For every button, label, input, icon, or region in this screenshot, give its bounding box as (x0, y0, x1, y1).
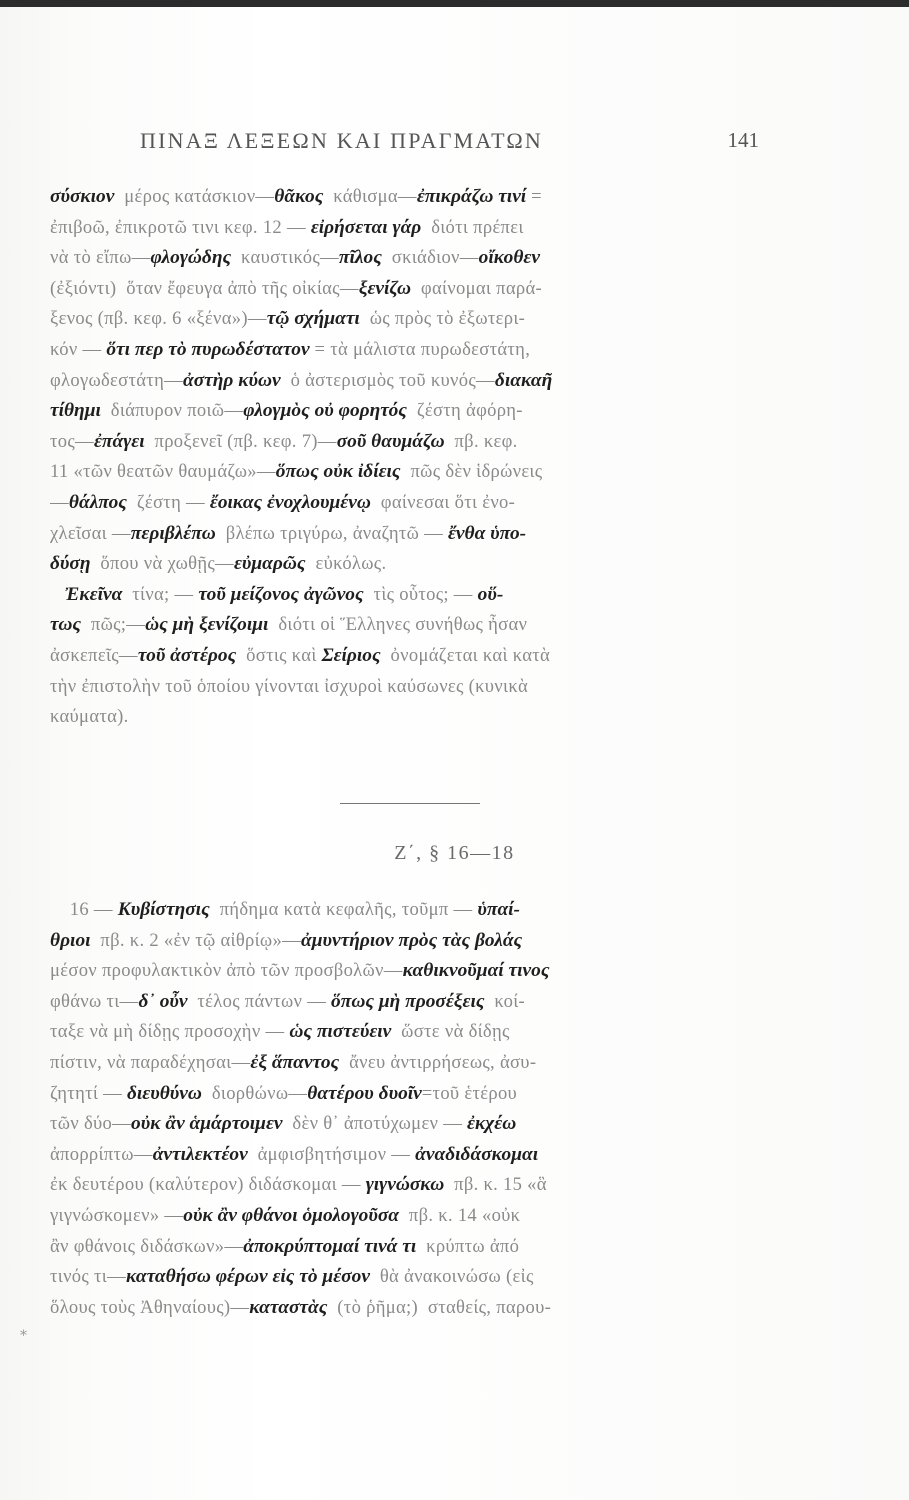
text-line (50, 672, 778, 703)
text-line (50, 610, 778, 641)
gloss-text: τὶς οὗτος; — (363, 583, 478, 605)
gloss-text: ἀσκεπεῖς— (50, 644, 138, 666)
gloss-text: φλογωδεστάτη— (50, 369, 183, 391)
gloss-text: πβ. κ. 2 «ἐν τῷ αἰθρίῳ»— (90, 929, 301, 951)
lemma-term: ἐξ ἅπαντος (250, 1051, 340, 1073)
gloss-text: καύματα). (50, 706, 129, 728)
gloss-text: δὲν θ᾿ ἀποτύχωμεν — (282, 1113, 468, 1135)
lemma-term: Ἐκεῖνα (50, 583, 123, 605)
text-line (50, 1140, 778, 1171)
gloss-text: διάπυρον ποιῶ— (100, 400, 244, 422)
text-line (50, 702, 778, 733)
lemma-term: ἀποκρύπτομαί τινά τι (243, 1235, 417, 1257)
text-line (50, 1017, 778, 1048)
gloss-text: πῶς δὲν ἱδρώνεις (400, 461, 543, 483)
gloss-text: φθάνω τι— (50, 990, 139, 1012)
text-line (50, 488, 778, 519)
text-line (50, 1262, 778, 1293)
gloss-text: πβ. κεφ. (444, 430, 518, 452)
lemma-term: καταστὰς (249, 1296, 328, 1318)
lemma-term: περιβλέπω (130, 522, 216, 544)
page-header (132, 128, 759, 162)
gloss-text: ὡς πρὸς τὸ ἐξωτερι- (359, 308, 526, 330)
lemma-term: τῷ σχήματι (266, 308, 360, 330)
text-line (50, 1293, 778, 1324)
gloss-text: ὥστε νὰ δίδῃς (391, 1021, 510, 1043)
text-line (50, 274, 778, 305)
lemma-term: ἀμυντήριον πρὸς τὰς βολάς (300, 929, 523, 951)
gloss-text: ἄνευ ἀντιρρήσεως, ἀσυ- (339, 1051, 537, 1073)
scan-top-edge (0, 0, 909, 7)
lemma-term: ὅπως μὴ προσέξεις (331, 990, 485, 1012)
gloss-text: ὀνομάζεται καὶ κατὰ (380, 644, 551, 666)
gloss-text: = τὰ μάλιστα πυρωδεστάτη, (309, 338, 531, 360)
gloss-text: ὅστις καὶ (236, 644, 322, 666)
lemma-term: οὕ- (477, 583, 504, 605)
lemma-term: διακαῆ (494, 369, 553, 391)
lemma-term: ὑπαί- (477, 899, 521, 920)
text-line (50, 1079, 778, 1110)
lemma-term: ὅπως οὐκ ἰδίεις (275, 461, 401, 483)
lemma-term: Κυβίστησις (117, 899, 210, 920)
gloss-text: φαίνεσαι ὅτι ἐνο- (370, 491, 516, 513)
gloss-text: θὰ ἀνακοινώσω (εἰς (369, 1266, 534, 1288)
text-line (50, 895, 778, 926)
lemma-term: οὐκ ἂν ἁμάρτοιμεν (131, 1113, 283, 1135)
gloss-text: πῶς;— (81, 614, 146, 636)
gloss-text: (ἐξιόντι) ὅταν ἔφευγα ἀπὸ τῆς οἰκίας— (50, 277, 359, 299)
text-line (50, 926, 778, 957)
gloss-text: ὅλους τοὺς Ἀθηναίους)— (50, 1296, 250, 1318)
gloss-text: καυστικός— (231, 247, 339, 269)
lemma-term: θριοι (50, 929, 91, 951)
text-line (50, 427, 778, 458)
lemma-term: σύσκιον (50, 186, 115, 207)
lemma-term: ἐκχέω (467, 1113, 517, 1135)
text-line (50, 304, 778, 335)
lemma-term: καταθήσω φέρων εἰς τὸ μέσον (125, 1266, 370, 1288)
text-line (50, 182, 778, 213)
gloss-text: χλεῖσαι — (50, 522, 131, 544)
gloss-text: κόν — (50, 338, 107, 360)
gloss-text: ἂν φθάνοις διδάσκων»— (50, 1235, 244, 1257)
lemma-term: ξενίζω (358, 277, 412, 299)
gloss-text: γιγνώσκομεν» — (50, 1204, 184, 1226)
lemma-term: τοῦ ἀστέρος (137, 644, 237, 666)
gloss-text: πβ. κ. 15 «ἃ (444, 1174, 547, 1196)
lemma-term: ἐπικράζω τινί (416, 186, 527, 207)
gloss-text: ὅπου νὰ χωθῇς— (90, 553, 234, 575)
text-line (50, 1201, 778, 1232)
gloss-text: ζητητί — (50, 1082, 127, 1104)
gloss-text: ξενος (πβ. κεφ. 6 «ξένα»)— (50, 308, 267, 330)
gloss-text: ἀμφισβητήσιμον — (247, 1143, 416, 1165)
lemma-term: δύσῃ (50, 553, 91, 575)
gloss-text: βλέπω τριγύρω, ἀναζητῶ — (215, 522, 448, 544)
gloss-text: — (50, 491, 69, 513)
text-line (50, 956, 778, 987)
gloss-text: διότι οἱ Ἕλληνες συνήθως ἦσαν (268, 614, 528, 636)
lemma-term: καθικνοῦμαί τινος (402, 960, 550, 982)
glossary-block-2 (50, 895, 778, 1323)
text-line (50, 1048, 778, 1079)
gloss-text: =τοῦ ἑτέρου (421, 1082, 518, 1104)
gloss-text: τέλος πάντων — (187, 990, 332, 1012)
gloss-text: τος— (50, 430, 94, 452)
lemma-term: τως (50, 614, 81, 636)
lemma-term: οἴκοθεν (478, 247, 540, 269)
gloss-text: τῶν δύο— (50, 1113, 132, 1135)
gloss-text: (τὸ ῥῆμα;) σταθείς, παρου- (327, 1296, 552, 1318)
lemma-term: φλογμὸς οὐ φορητός (243, 400, 407, 422)
gloss-text: τὴν ἐπιστολὴν τοῦ ὁποίου γίνονται ἰσχυροὶ καύσωνες (κυνικὰ (50, 675, 529, 697)
lemma-term: τίθημι (50, 400, 101, 422)
gloss-text: νὰ τὸ εἴπω— (50, 247, 151, 269)
gloss-text: = (526, 186, 542, 207)
gloss-text: ταξε νὰ μὴ δίδῃς προσοχὴν — (50, 1021, 290, 1043)
gloss-text: πήδημα κατὰ κεφαλῆς, τοῦμπ — (209, 899, 478, 920)
gloss-text: ζέστη — (126, 491, 210, 513)
lemma-term: φλογώδης (150, 247, 232, 269)
text-line (50, 580, 778, 611)
gloss-text: διορθώνω— (201, 1082, 308, 1104)
gloss-text: εὐκόλως. (305, 553, 387, 575)
lemma-term: εἰρήσεται γάρ (310, 216, 422, 238)
text-line (50, 366, 778, 397)
gloss-text: κάθισμα— (323, 186, 417, 207)
text-line (50, 1109, 778, 1140)
lemma-term: διευθύνω (126, 1082, 202, 1104)
gloss-text: τινός τι— (50, 1266, 126, 1288)
text-line (50, 335, 778, 366)
lemma-term: ἀστὴρ κύων (183, 369, 281, 391)
lemma-term: δ᾿ οὖν (138, 990, 188, 1012)
glossary-block-1 (50, 182, 778, 733)
text-line (50, 396, 778, 427)
text-line (50, 1170, 778, 1201)
text-line (50, 549, 778, 580)
lemma-term: πῖλος (338, 247, 382, 269)
gloss-text: ζέστη ἀφόρη- (406, 400, 523, 422)
lemma-term: τοῦ μείζονος ἀγῶνος (198, 583, 364, 605)
gloss-text: διότι πρέπει (421, 216, 524, 238)
gloss-text: πίστιν, νὰ παραδέχησαι— (50, 1051, 251, 1073)
section-heading: Ζ΄, § 16—18 (394, 842, 515, 864)
lemma-term: ἀντιλεκτέον (152, 1143, 248, 1165)
lemma-term: θάλπος (68, 491, 127, 513)
text-line (50, 457, 778, 488)
gloss-text: μέσον προφυλακτικὸν ἀπὸ τῶν προσβολῶν— (50, 960, 403, 982)
gloss-text: φαίνομαι παρά- (411, 277, 542, 299)
lemma-term: θατέρου δυοῖν (307, 1082, 422, 1104)
gloss-text: 11 «τῶν θεατῶν θαυμάζω»— (50, 461, 276, 483)
page-number: 141 (727, 128, 759, 152)
lemma-term: οὐκ ἂν φθάνοι ὁμολογοῦσα (183, 1204, 400, 1226)
lemma-term: ὡς πιστεύειν (289, 1021, 392, 1043)
lemma-term: θᾶκος (274, 186, 324, 207)
gloss-text: προξενεῖ (πβ. κεφ. 7)— (144, 430, 337, 452)
gloss-text: 16 — (50, 899, 118, 920)
gloss-text: κρύπτω ἀπό (416, 1235, 520, 1257)
gloss-text: πβ. κ. 14 «οὐκ (399, 1204, 521, 1226)
lemma-term: εὐμαρῶς (233, 553, 306, 575)
margin-mark: * (20, 1328, 27, 1344)
gloss-text: ἐκ δευτέρου (καλύτερον) διδάσκομαι — (50, 1174, 366, 1196)
gloss-text: τίνα; — (122, 583, 199, 605)
lemma-term: ἀναδιδάσκομαι (415, 1143, 539, 1165)
lemma-term: γιγνώσκω (365, 1174, 445, 1196)
gloss-text: μέρος κατάσκιον— (114, 186, 275, 207)
text-line (50, 987, 778, 1018)
running-title: ΠΙΝΑΞ ΛΕΞΕΩΝ ΚΑΙ ΠΡΑΓΜΑΤΩΝ (140, 128, 543, 153)
lemma-term: ἔοικας ἐνοχλουμένῳ (209, 491, 371, 513)
gloss-text: ὁ ἀστερισμὸς τοῦ κυνός— (280, 369, 495, 391)
lemma-term: ἔνθα ὑπο- (447, 522, 527, 544)
lemma-term: ὡς μὴ ξενίζοιμι (145, 614, 269, 636)
lemma-term: ὅτι περ τὸ πυρωδέστατον (106, 338, 310, 360)
text-line (50, 641, 778, 672)
gloss-text: σκιάδιον— (381, 247, 479, 269)
lemma-term: ἐπάγει (93, 430, 145, 452)
text-line (50, 519, 778, 550)
text-line (50, 213, 778, 244)
section-divider (340, 803, 480, 804)
lemma-term: Σείριος (321, 644, 381, 666)
gloss-text: κοί- (484, 990, 526, 1012)
text-line (50, 1232, 778, 1263)
gloss-text: ἐπιβοῶ, ἐπικροτῶ τινι κεφ. 12 — (50, 216, 311, 238)
lemma-term: σοῦ θαυμάζω (336, 430, 445, 452)
text-line (50, 243, 778, 274)
gloss-text: ἀπορρίπτω— (50, 1143, 153, 1165)
